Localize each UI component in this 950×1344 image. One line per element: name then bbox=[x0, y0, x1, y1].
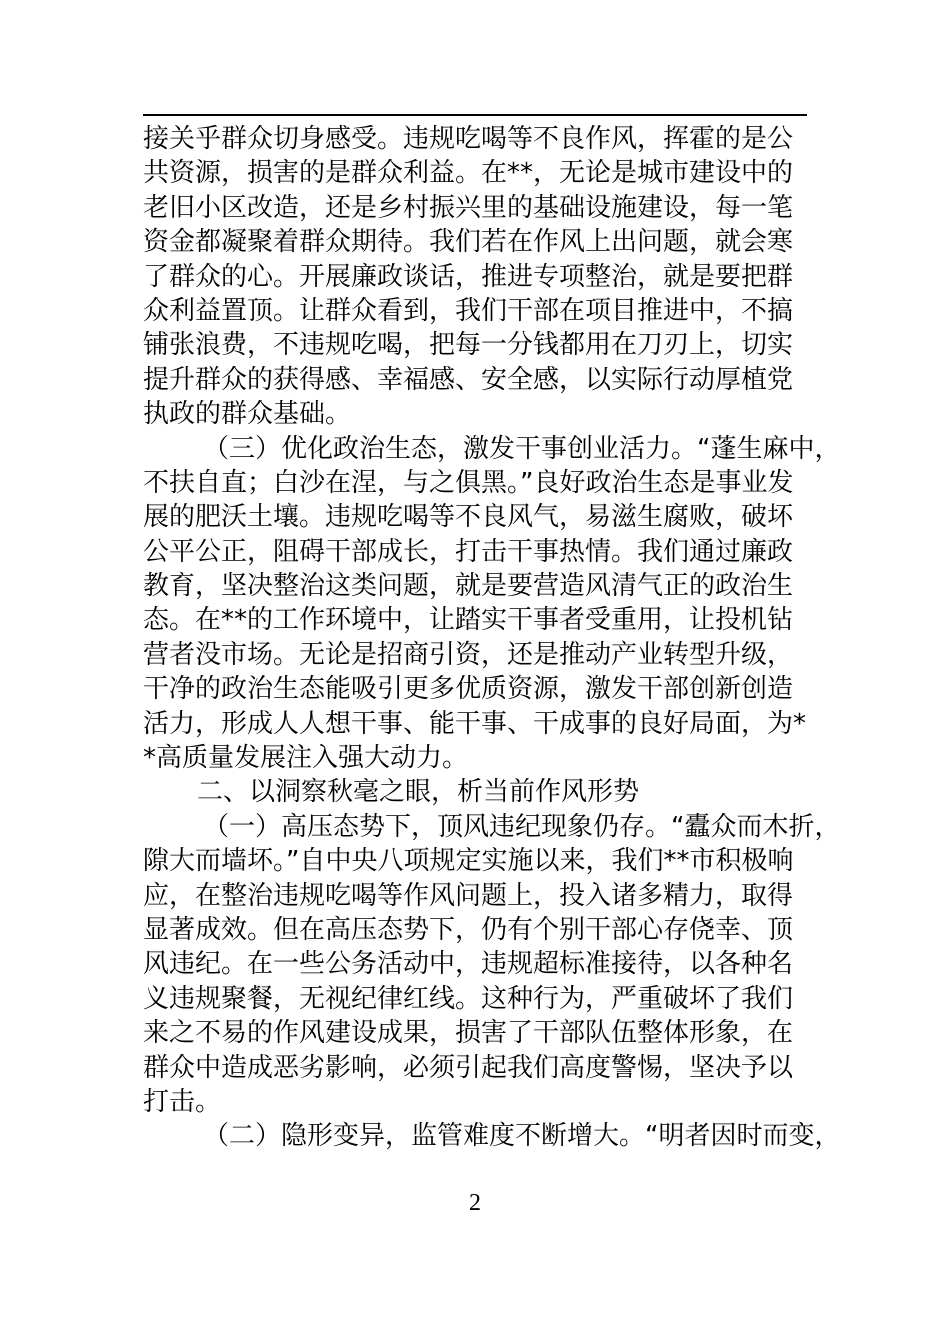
text-line: 隙大而墙坏。”自中央八项规定实施以来，我们**市积极响 bbox=[143, 846, 794, 877]
section-heading-3: （三）优化政治生态，激发干事创业活力。“蓬生麻中， bbox=[203, 433, 841, 464]
text-line: 资金都凝聚着群众期待。我们若在作风上出问题，就会寒 bbox=[143, 227, 794, 258]
text-line: 共资源，损害的是群众利益。在**，无论是城市建设中的 bbox=[143, 158, 794, 189]
text-line: 干净的政治生态能吸引更多优质资源，激发干部创新创造 bbox=[143, 674, 794, 705]
text-line: 来之不易的作风建设成果，损害了干部队伍整体形象，在 bbox=[143, 1018, 794, 1049]
text-line: 提升群众的获得感、幸福感、安全感，以实际行动厚植党 bbox=[143, 364, 794, 395]
text-line: 执政的群众基础。 bbox=[143, 399, 352, 430]
text-line: 公平公正，阻碍干部成长，打击干事热情。我们通过廉政 bbox=[143, 536, 794, 567]
section-heading-1: （一）高压态势下，顶风违纪现象仍存。“蠹众而木折， bbox=[203, 811, 841, 842]
document-body bbox=[143, 122, 841, 1154]
text-line: 展的肥沃土壤。违规吃喝等不良风气，易滋生腐败，破坏 bbox=[143, 502, 794, 533]
section-heading-2: （二）隐形变异，监管难度不断增大。“明者因时而变， bbox=[203, 1121, 841, 1152]
text-line: 义违规聚餐，无视纪律红线。这种行为，严重破坏了我们 bbox=[143, 983, 794, 1014]
text-line: 应，在整治违规吃喝等作风问题上，投入诸多精力，取得 bbox=[143, 880, 794, 911]
text-line: 态。在**的工作环境中，让踏实干事者受重用，让投机钻 bbox=[143, 605, 794, 636]
text-line: 了群众的心。开展廉政谈话，推进专项整治，就是要把群 bbox=[143, 261, 794, 292]
page-number: 2 bbox=[469, 1190, 481, 1216]
text-line: 群众中造成恶劣影响，必须引起我们高度警惕，坚决予以 bbox=[143, 1052, 794, 1083]
chapter-heading-2: 二、以洞察秋毫之眼，析当前作风形势 bbox=[197, 777, 640, 808]
text-line: 打击。 bbox=[143, 1086, 222, 1117]
header-rule bbox=[143, 114, 807, 116]
text-line: *高质量发展注入强大动力。 bbox=[143, 743, 469, 774]
text-line: 铺张浪费，不违规吃喝，把每一分钱都用在刀刃上，切实 bbox=[143, 330, 794, 361]
text-line: 教育，坚决整治这类问题，就是要营造风清气正的政治生 bbox=[143, 571, 794, 602]
text-line: 营者没市场。无论是招商引资，还是推动产业转型升级， bbox=[143, 639, 794, 670]
text-line: 众利益置顶。让群众看到，我们干部在项目推进中，不搞 bbox=[143, 295, 794, 326]
text-line: 风违纪。在一些公务活动中，违规超标准接待，以各种名 bbox=[143, 949, 794, 980]
text-line: 活力，形成人人想干事、能干事、干成事的良好局面，为* bbox=[143, 708, 807, 739]
text-line: 接关乎群众切身感受。违规吃喝等不良作风，挥霍的是公 bbox=[143, 124, 794, 154]
text-line: 老旧小区改造，还是乡村振兴里的基础设施建设，每一笔 bbox=[143, 192, 794, 223]
text-line: 不扶自直；白沙在涅，与之俱黑。”良好政治生态是事业发 bbox=[143, 467, 794, 498]
text-line: 显著成效。但在高压态势下，仍有个别干部心存侥幸、顶 bbox=[143, 914, 794, 945]
